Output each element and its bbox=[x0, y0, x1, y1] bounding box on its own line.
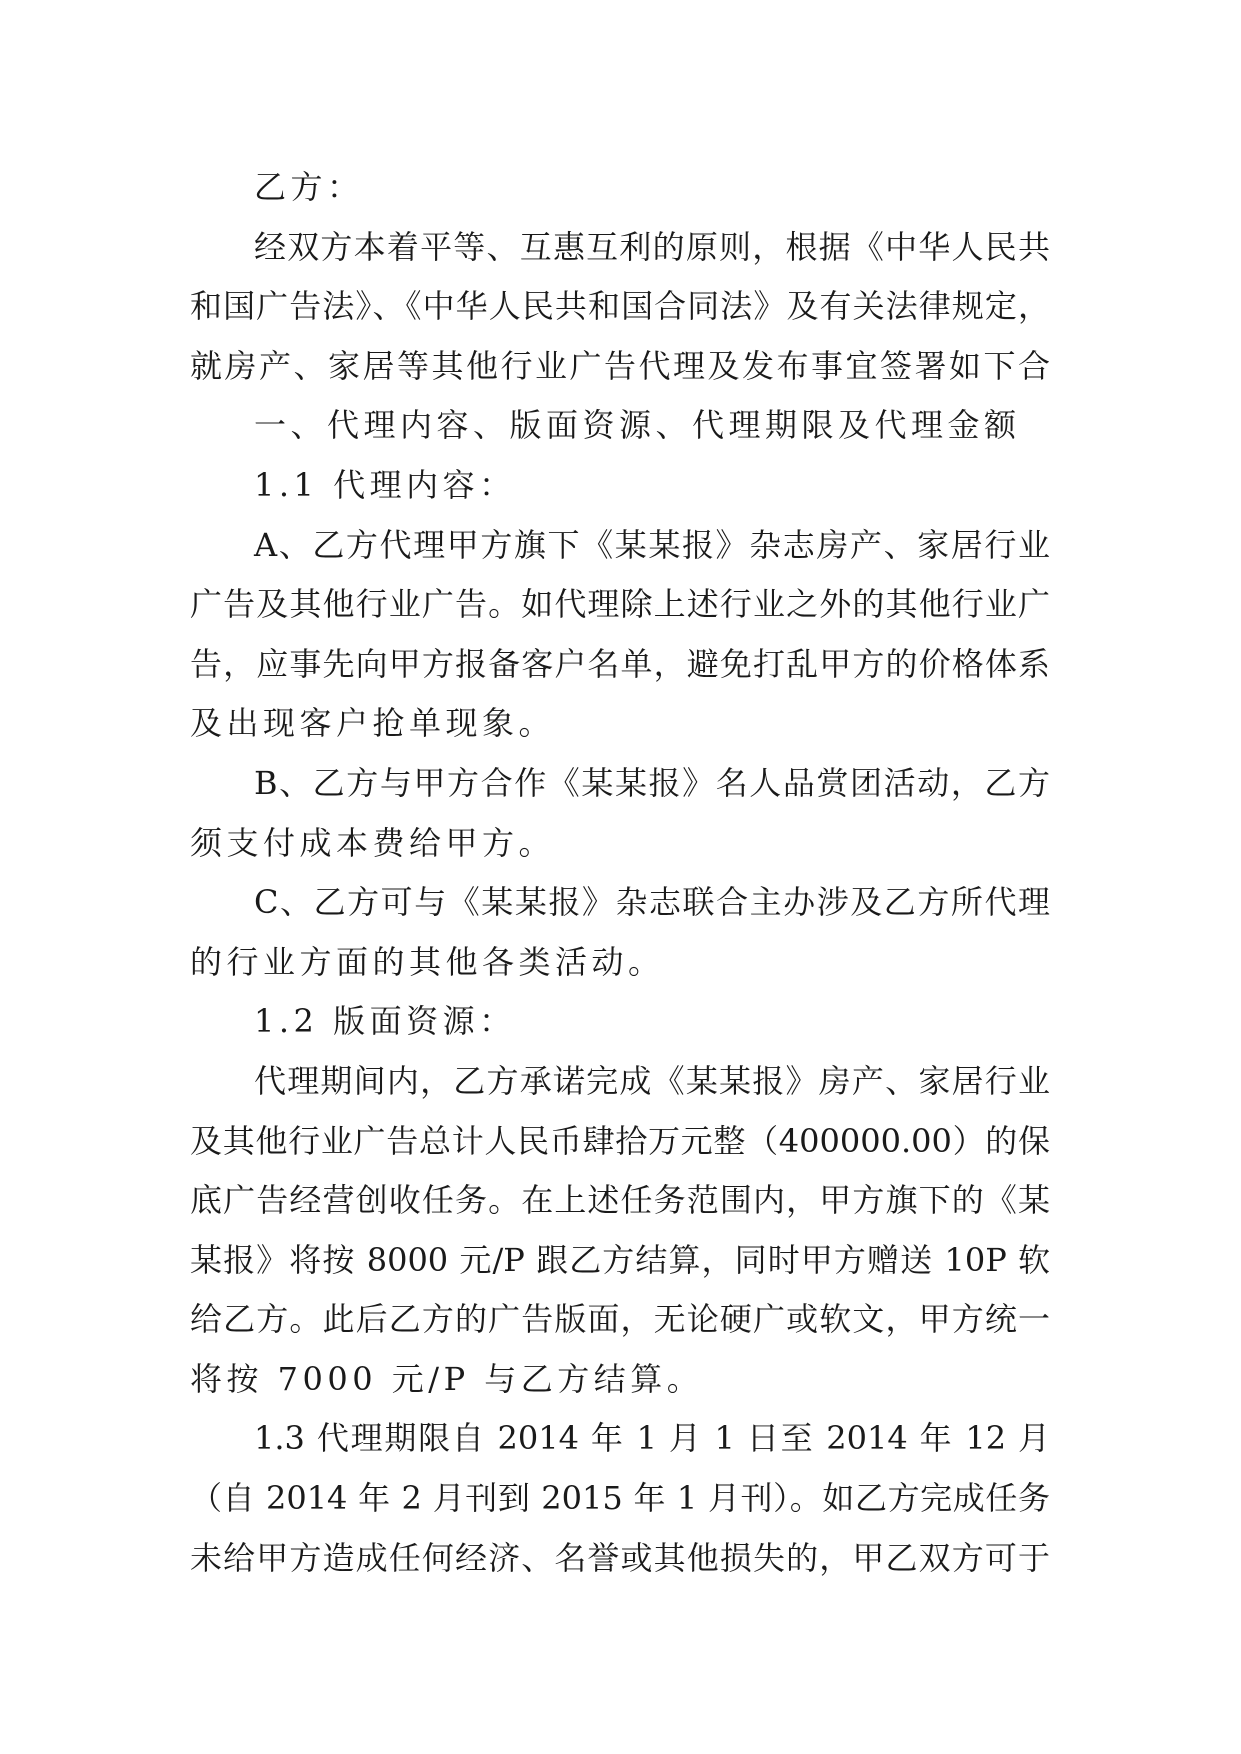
section-heading: 一、代理内容、版面资源、代理期限及代理金额 bbox=[254, 406, 1021, 445]
paragraph-line: 就房产、家居等其他行业广告代理及发布事宜签署如下合 bbox=[190, 346, 1050, 385]
document-body bbox=[190, 158, 1050, 1588]
paragraph-line: 给乙方。此后乙方的广告版面，无论硬广或软文，甲方统一 bbox=[190, 1300, 1050, 1339]
paragraph-line: 告，应事先向甲方报备客户名单，避免打乱甲方的价格体系 bbox=[190, 644, 1050, 683]
paragraph-line: A、乙方代理甲方旗下《某某报》杂志房产、家居行业 bbox=[254, 525, 1050, 564]
paragraph-line: 经双方本着平等、互惠互利的原则，根据《中华人民共 bbox=[254, 227, 1050, 266]
paragraph-line: 底广告经营创收任务。在上述任务范围内，甲方旗下的《某 bbox=[190, 1181, 1050, 1220]
paragraph-line: 和国广告法》、《中华人民共和国合同法》及有关法律规定， bbox=[190, 287, 1050, 326]
paragraph-line: 某报》将按 8000 元/P 跟乙方结算，同时甲方赠送 10P 软 bbox=[190, 1240, 1050, 1279]
paragraph-line: C、乙方可与《某某报》杂志联合主办涉及乙方所代理 bbox=[254, 883, 1050, 922]
paragraph-line: 及其他行业广告总计人民币肆拾万元整（400000.00）的保 bbox=[190, 1121, 1050, 1160]
party-b-label: 乙方： bbox=[254, 168, 364, 206]
subsection-heading: 1.1 代理内容： bbox=[254, 465, 516, 504]
paragraph-line: 未给甲方造成任何经济、名誉或其他损失的，甲乙双方可于 bbox=[190, 1538, 1050, 1577]
paragraph-line: 1.3 代理期限自 2014 年 1 月 1 日至 2014 年 12 月 bbox=[254, 1419, 1050, 1458]
paragraph-line: 须支付成本费给甲方。 bbox=[190, 823, 556, 862]
subsection-heading: 1.2 版面资源： bbox=[254, 1002, 516, 1041]
paragraph-line: B、乙方与甲方合作《某某报》名人品赏团活动，乙方 bbox=[254, 763, 1050, 802]
paragraph-line: 广告及其他行业广告。如代理除上述行业之外的其他行业广 bbox=[190, 585, 1050, 624]
paragraph-line: 的行业方面的其他各类活动。 bbox=[190, 942, 665, 981]
paragraph-line: （自 2014 年 2 月刊到 2015 年 1 月刊）。如乙方完成任务 bbox=[190, 1479, 1050, 1518]
paragraph-line: 及出现客户抢单现象。 bbox=[190, 704, 556, 743]
paragraph-line: 代理期间内，乙方承诺完成《某某报》房产、家居行业 bbox=[254, 1061, 1050, 1100]
paragraph-line: 将按 7000 元/P 与乙方结算。 bbox=[190, 1359, 704, 1398]
